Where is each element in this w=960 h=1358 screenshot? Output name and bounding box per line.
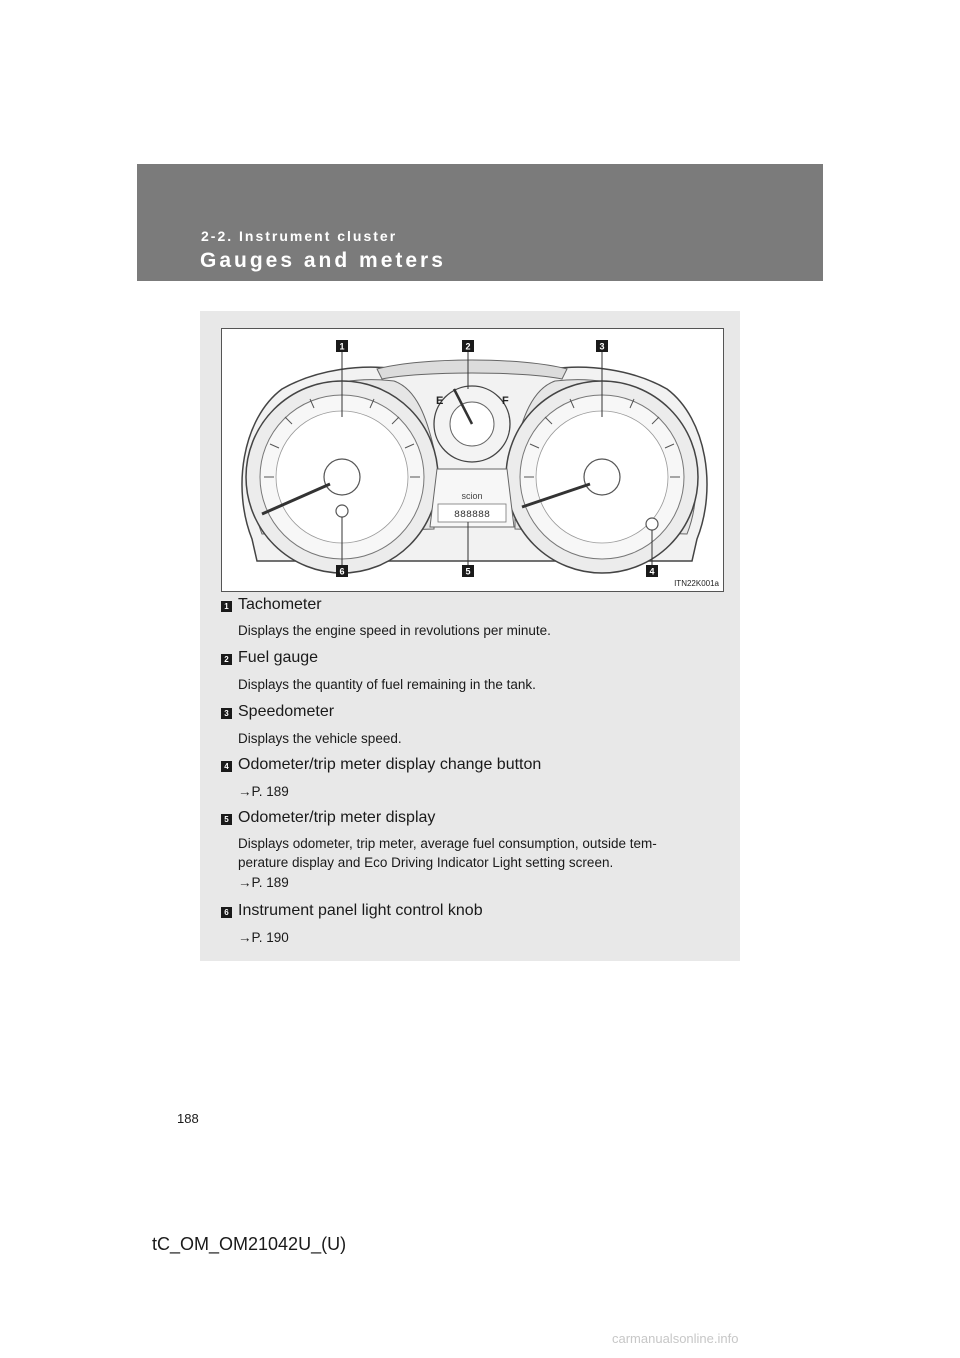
legend-item-desc: →P. 190	[238, 930, 289, 945]
callout-5: 5	[465, 566, 471, 577]
legend-item-desc: →P. 189	[238, 875, 289, 890]
watermark: carmanualsonline.info	[612, 1331, 739, 1346]
brand-text: scion	[461, 491, 483, 501]
legend-item-desc: Displays the engine speed in revolutions per minute.	[238, 623, 551, 638]
section-header	[137, 164, 823, 281]
legend-item-name: Odometer/trip meter display change button	[238, 756, 542, 773]
legend-item-desc: perature display and Eco Driving Indicator Light setting screen.	[238, 855, 614, 870]
callout-3: 3	[599, 341, 605, 352]
odometer-change-button	[646, 518, 658, 530]
legend-marker: 3	[221, 708, 232, 719]
page-number: 188	[177, 1111, 199, 1126]
panel-light-knob	[336, 505, 348, 517]
legend-item-desc: Displays the quantity of fuel remaining in the tank.	[238, 677, 536, 692]
callout-6: 6	[339, 566, 345, 577]
odometer-display	[430, 469, 514, 527]
legend-item-desc: Displays the vehicle speed.	[238, 731, 402, 746]
legend-item-name: Speedometer	[238, 703, 335, 720]
section-label: 2-2. Instrument cluster	[201, 228, 398, 244]
legend-marker: 4	[221, 761, 232, 772]
figure-code: ITN22K001a	[674, 579, 719, 588]
legend-item-name: Tachometer	[238, 596, 322, 613]
fuel-empty-label: E	[436, 395, 444, 407]
legend-marker: 1	[221, 601, 232, 612]
instrument-cluster-figure	[221, 328, 724, 592]
legend-marker: 6	[221, 907, 232, 918]
callout-4: 4	[649, 566, 655, 577]
callout-2: 2	[465, 341, 471, 352]
fuel-gauge	[434, 386, 510, 462]
legend-item-desc: Displays odometer, trip meter, average fuel consumption, outside tem-	[238, 836, 657, 851]
legend-item-name: Fuel gauge	[238, 649, 319, 666]
legend-item-desc: →P. 189	[238, 784, 289, 799]
legend-marker: 5	[221, 814, 232, 825]
page-title: Gauges and meters	[200, 249, 446, 272]
fuel-full-label: F	[502, 395, 509, 407]
legend-item-name: Instrument panel light control knob	[238, 902, 483, 919]
callout-1: 1	[339, 341, 345, 352]
instrument-cluster-illustration	[222, 329, 725, 593]
legend-marker: 2	[221, 654, 232, 665]
document-code: tC_OM_OM21042U_(U)	[152, 1234, 347, 1254]
odometer-digits: 888888	[453, 510, 491, 521]
legend-item-name: Odometer/trip meter display	[238, 809, 436, 826]
